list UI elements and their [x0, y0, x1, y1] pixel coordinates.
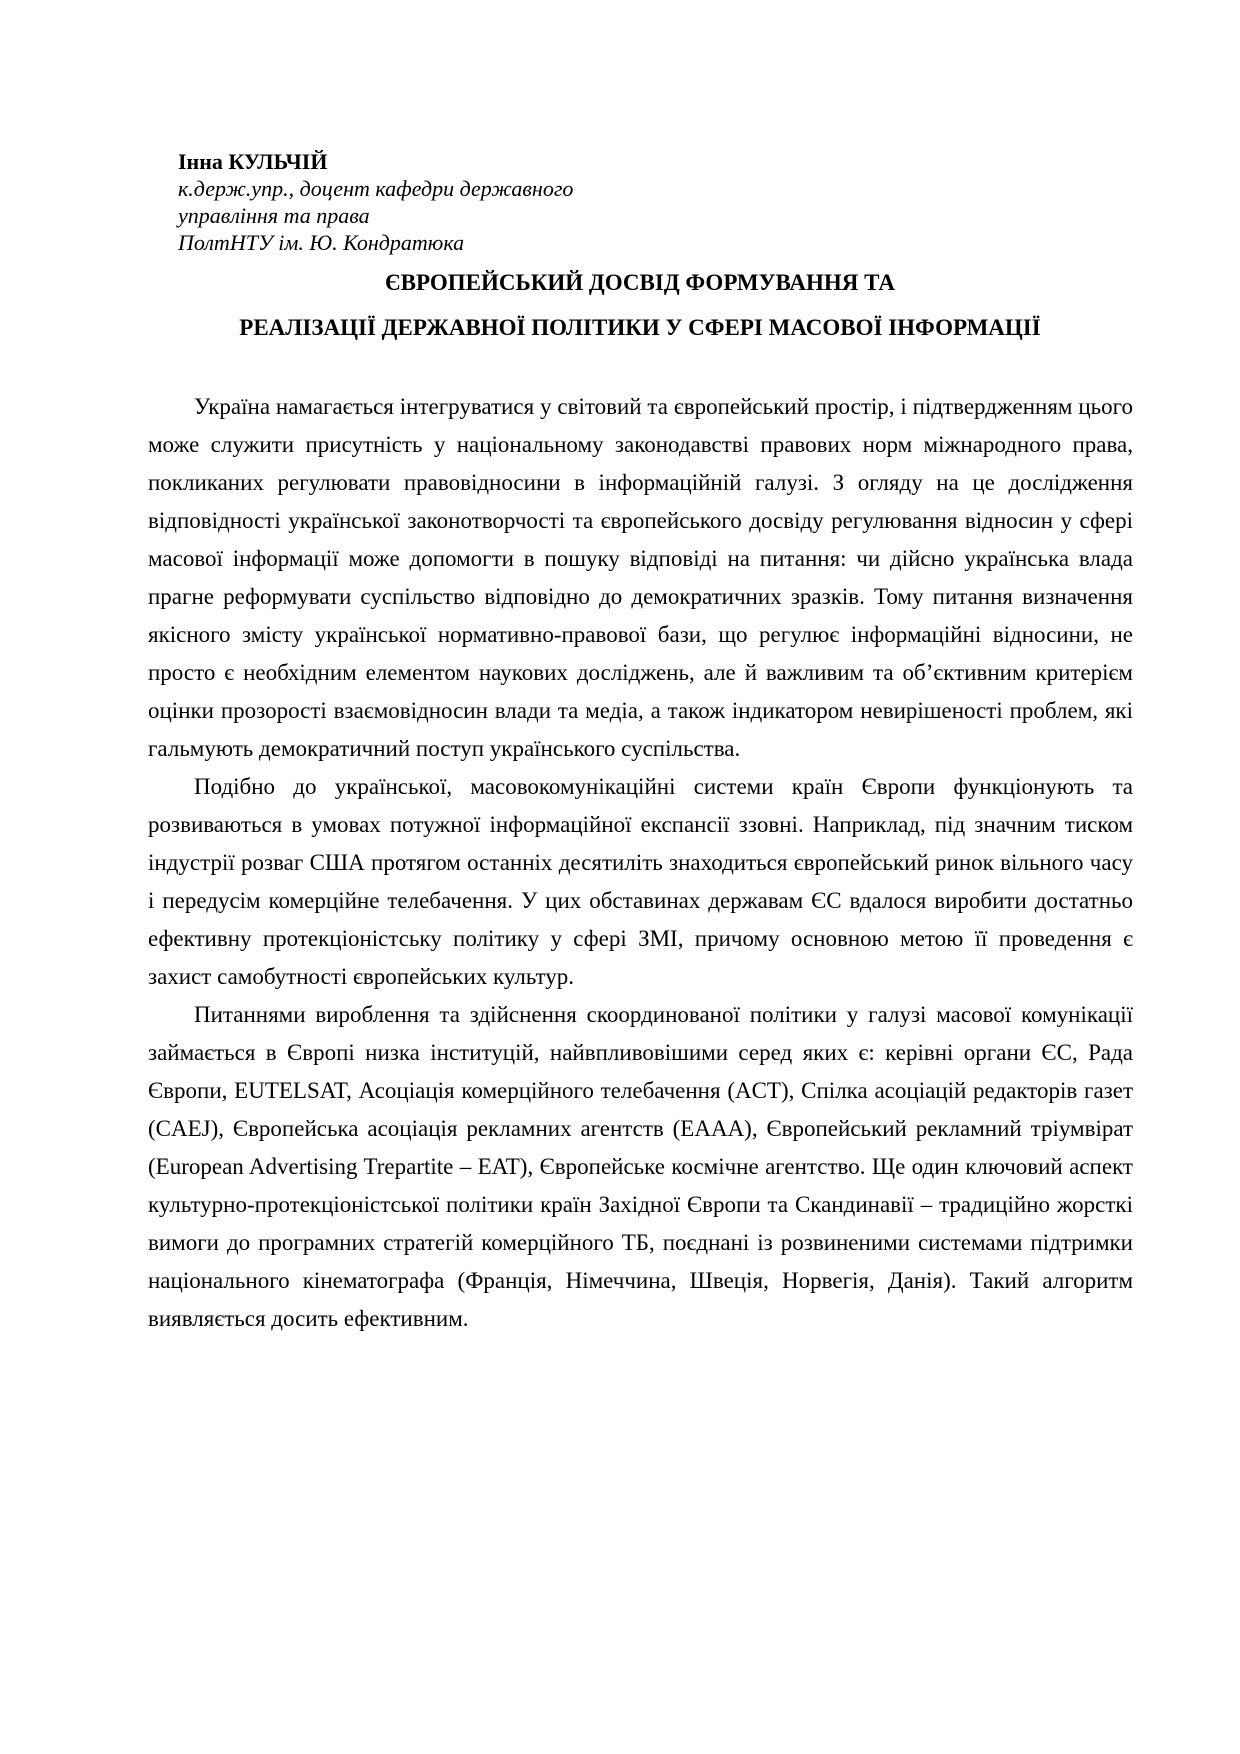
article-body — [148, 388, 1133, 1338]
title-line-2: РЕАЛІЗАЦІЇ ДЕРЖАВНОЇ ПОЛІТИКИ У СФЕРІ МАСОВОЇ ІНФОРМАЦІЇ — [239, 315, 1041, 340]
article-title — [120, 260, 1160, 350]
author-position: к.держ.упр., доцент кафедри державного — [178, 176, 574, 201]
author-block — [178, 148, 878, 256]
body-paragraph-3: Питаннями вироблення та здійснення скоординованої політики у галузі масової комунікації займається в Європі низка інституцій, найвпливовішими серед яких є: керівні органи ЄС, Рада Європи, EUTELSAT, Асоціація комерційного телебачення (ACT), Спілка асоціацій редакторів газет (CAEJ), Європейська асоціація рекламних агентств (EAAA), Європейський рекламний тріумвірат (European Advertising Trepartite – EAT), Європейське космічне агентство. Ще один ключовий аспект культурно-протекціоністської політики країн Західної Європи та Скандинавії – традиційно жорсткі вимоги до програмних стратегій комерційного ТБ, поєднані із розвиненими системами підтримки національного кінематографа (Франція, Німеччина, Швеція, Норвегія, Данія). Такий алгоритм виявляється досить ефективним. — [148, 1002, 1133, 1331]
body-paragraph-2: Подібно до української, масовокомунікаційні системи країн Європи функціонують та розвиваються в умовах потужної інформаційної експансії ззовні. Наприклад, під значним тиском індустрії розваг США протягом останніх десятиліть знаходиться європейський ринок вільного часу і передусім комерційне телебачення. У цих обставинах державам ЄС вдалося виробити достатньо ефективну протекціоністську політику у сфері ЗМІ, причому основною метою її проведення є захист самобутності європейських культур. — [148, 774, 1133, 989]
author-department: управління та права — [178, 203, 370, 228]
author-affiliation: ПолтНТУ ім. Ю. Кондратюка — [178, 230, 465, 255]
author-name: Інна КУЛЬЧІЙ — [178, 149, 328, 174]
title-line-1: ЄВРОПЕЙСЬКИЙ ДОСВІД ФОРМУВАННЯ ТА — [385, 270, 895, 295]
body-paragraph-1: Україна намагається інтегруватися у світовий та європейський простір, і підтвердженням цього може служити присутність у національному законодавстві правових норм міжнародного права, покликаних регулювати правовідносини в інформаційній галузі. З огляду на це дослідження відповідності української законотворчості та європейського досвіду регулювання відносин у сфері масової інформації може допомогти в пошуку відповіді на питання: чи дійсно українська влада прагне реформувати суспільство відповідно до демократичних зразків. Тому питання визначення якісного змісту української нормативно-правової бази, що регулює інформаційні відносини, не просто є необхідним елементом наукових досліджень, але й важливим та об’єктивним критерієм оцінки прозорості взаємовідносин влади та медіа, а також індикатором невирішеності проблем, які гальмують демократичний поступ українського суспільства. — [148, 394, 1133, 761]
